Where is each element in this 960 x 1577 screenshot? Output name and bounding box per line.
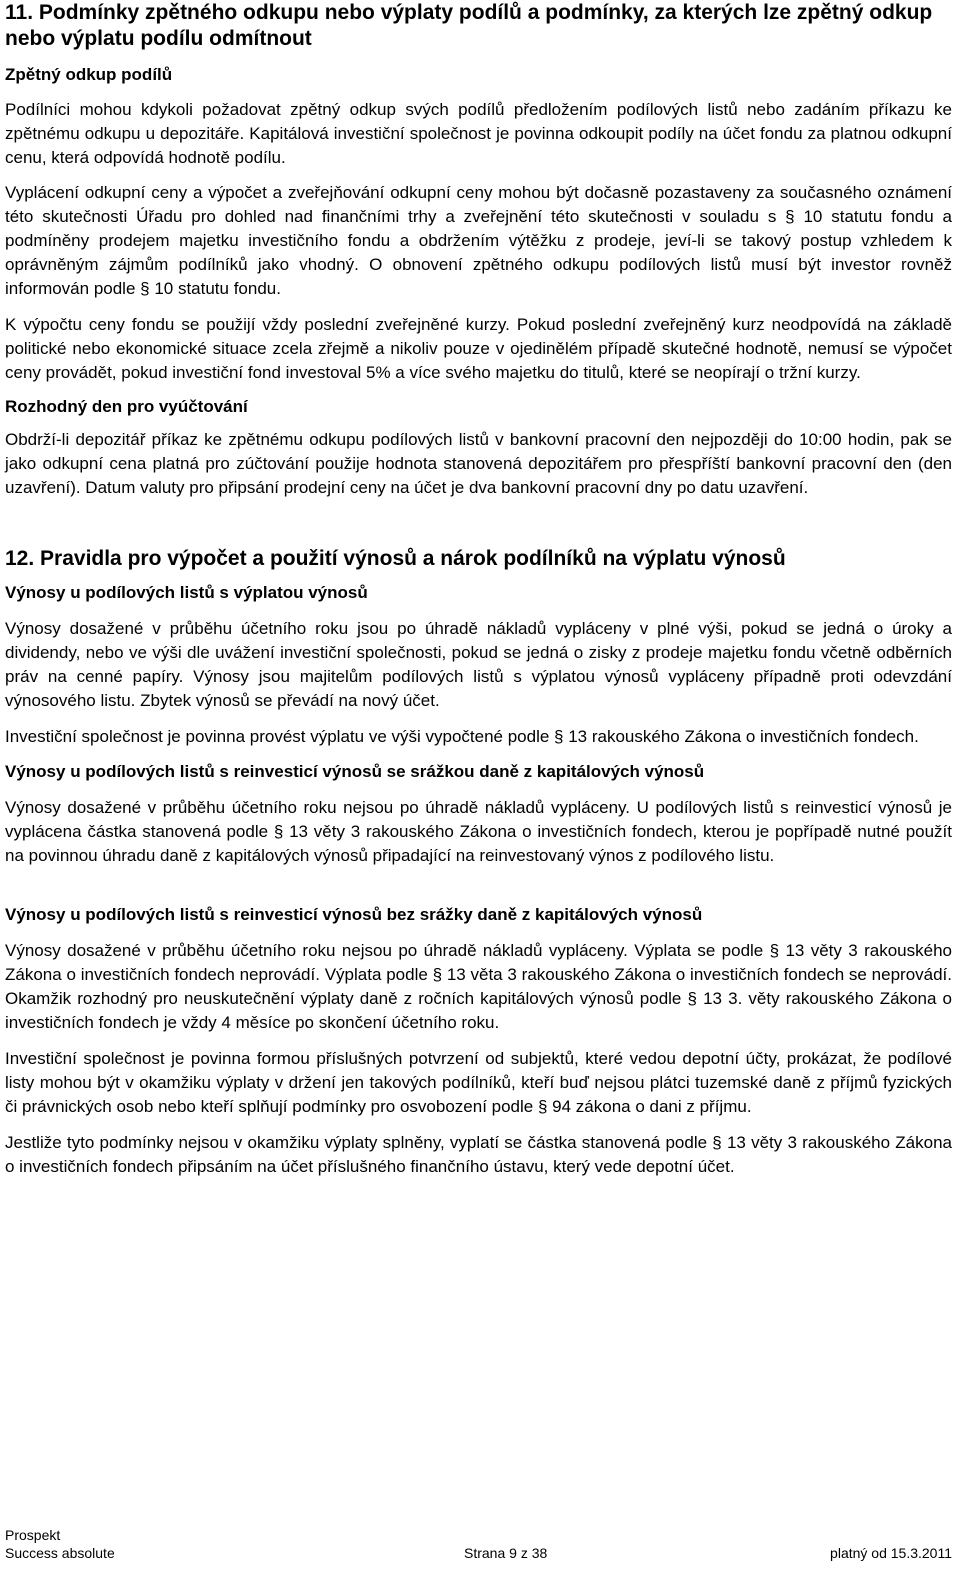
footer-page-number: Strana 9 z 38	[464, 1545, 548, 1561]
page-footer	[5, 1526, 952, 1562]
section-12-subheading-distribution: Výnosy u podílových listů s výplatou výnosů	[5, 583, 368, 602]
section-11	[5, 0, 952, 500]
paragraph-redemption-suspension: Vyplácení odkupní ceny a výpočet a zveřejňování odkupní ceny mohou být dočasně pozastaveny za současného oznámení této skutečnosti Úřadu pro dohled nad finančními trhy a zveřejnění této skutečnosti v souladu s § 10 statutu fondu a podmíněny prodejem majetku investičního fondu a obdržením výtěžku z prodeje, jeví-li se takový postup vzhledem k oprávněným zájmům podílníků jako vhodný. O obnovení zpětného odkupu podílových listů musí být investor rovněž informován podle § 10 statutu fondu.	[5, 183, 952, 298]
paragraph-redemption-request: Podílníci mohou kdykoli požadovat zpětný odkup svých podílů předložením podílových listů nebo zadáním příkazu ke zpětnému odkupu u depozitáře. Kapitálová investiční společnost je povinna odkoupit podíly na účet fondu za platnou odkupní cenu, která odpovídá hodnotě podílu.	[5, 100, 952, 167]
paragraph-proof-of-holders: Investiční společnost je povinna formou příslušných potvrzení od subjektů, které vedou depotní účty, prokázat, že podílové listy mohou být v okamžiku výplaty v držení jen takových podílníků, kteří buď nejsou plátci tuzemské daně z příjmů fyzických či právnických osob nebo kteří splňují podmínky pro osvobození podle § 94 zákona o dani z příjmu.	[5, 1049, 952, 1116]
paragraph-reinvestment-with-tax: Výnosy dosažené v průběhu účetního roku nejsou po úhradě nákladů vypláceny. U podílových listů s reinvesticí výnosů je vyplácena částka stanovená podle § 13 věty 3 rakouského Zákona o investičních fondech, kterou je popřípadě nutné použít na povinnou úhradu daně z kapitálových výnosů připadající na reinvestovaný výnos z podílového listu.	[5, 798, 952, 865]
paragraph-price-calculation: K výpočtu ceny fondu se použijí vždy poslední zveřejněné kurzy. Pokud poslední zveřejněný kurz neodpovídá na základě politické nebo ekonomické situace zcela zřejmě a nikoliv pouze v ojedinělém případě skutečné hodnotě, nemusí se výpočet ceny provádět, pokud investiční fond investoval 5% a více svého majetku do titulů, které se neopírají o tržní kurzy.	[5, 315, 952, 382]
section-12-subheading-reinvestment-with-tax: Výnosy u podílových listů s reinvesticí výnosů se srážkou daně z kapitálových výnosů	[5, 762, 705, 781]
section-11-subheading-settlement-day: Rozhodný den pro vyúčtování	[5, 397, 248, 416]
section-12	[5, 546, 952, 1179]
paragraph-distribution-income: Výnosy dosažené v průběhu účetního roku jsou po úhradě nákladů vypláceny v plné výši, pokud se jedná o úroky a dividendy, nebo ve výši dle uvážení investiční společnosti, pokud se jedná o zisky z prodeje majetku fondu včetně odběrních práv na cenné papíry. Výnosy jsou majitelům podílových listů s výplatou výnosů vypláceny případně proti odevzdání výnosového listu. Zbytek výnosů se převádí na nový účet.	[5, 619, 952, 710]
paragraph-conditions-not-met: Jestliže tyto podmínky nejsou v okamžiku výplaty splněny, vyplatí se částka stanovená podle § 13 věty 3 rakouského Zákona o investičních fondech připsáním na účet příslušného finančního ústavu, který vede depotní účet.	[5, 1133, 952, 1176]
paragraph-distribution-obligation: Investiční společnost je povinna provést výplatu ve výši vypočtené podle § 13 rakouského Zákona o investičních fondech.	[5, 727, 919, 746]
document-page	[5, 0, 952, 1179]
footer-row-1	[5, 1526, 952, 1544]
footer-row-2	[5, 1544, 952, 1562]
section-12-subheading-reinvestment-without-tax: Výnosy u podílových listů s reinvesticí výnosů bez srážky daně z kapitálových výnosů	[5, 905, 703, 924]
section-11-subheading-redemption: Zpětný odkup podílů	[5, 65, 173, 84]
footer-valid-from: platný od 15.3.2011	[830, 1545, 952, 1561]
paragraph-settlement-day: Obdrží-li depozitář příkaz ke zpětnému odkupu podílových listů v bankovní pracovní den nejpozději do 10:00 hodin, pak se jako odkupní cena platná pro zúčtování použije hodnota stanovená depozitářem pro přespříští bankovní pracovní den (den uzavření). Datum valuty pro připsání prodejní ceny na účet je dva bankovní pracovní dny po datu uzavření.	[5, 430, 952, 497]
footer-fund-name: Success absolute	[5, 1545, 115, 1561]
section-11-title: 11. Podmínky zpětného odkupu nebo výplaty podílů a podmínky, za kterých lze zpětný odkup nebo výplatu podílu odmítnout	[5, 1, 933, 50]
section-12-title: 12. Pravidla pro výpočet a použití výnosů a nárok podílníků na výplatu výnosů	[5, 547, 786, 570]
paragraph-reinvestment-without-tax: Výnosy dosažené v průběhu účetního roku nejsou po úhradě nákladů vypláceny. Výplata se podle § 13 věty 3 rakouského Zákona o investičních fondech neprovádí. Výplata podle § 13 věta 3 rakouského Zákona o investičních fondech se neprovádí. Okamžik rozhodný pro neuskutečnění výplaty daně z ročních kapitálových výnosů podle § 13 3. věty rakouského Zákona o investičních fondech je vždy 4 měsíce po skončení účetního roku.	[5, 941, 952, 1032]
footer-document-type: Prospekt	[5, 1527, 61, 1543]
